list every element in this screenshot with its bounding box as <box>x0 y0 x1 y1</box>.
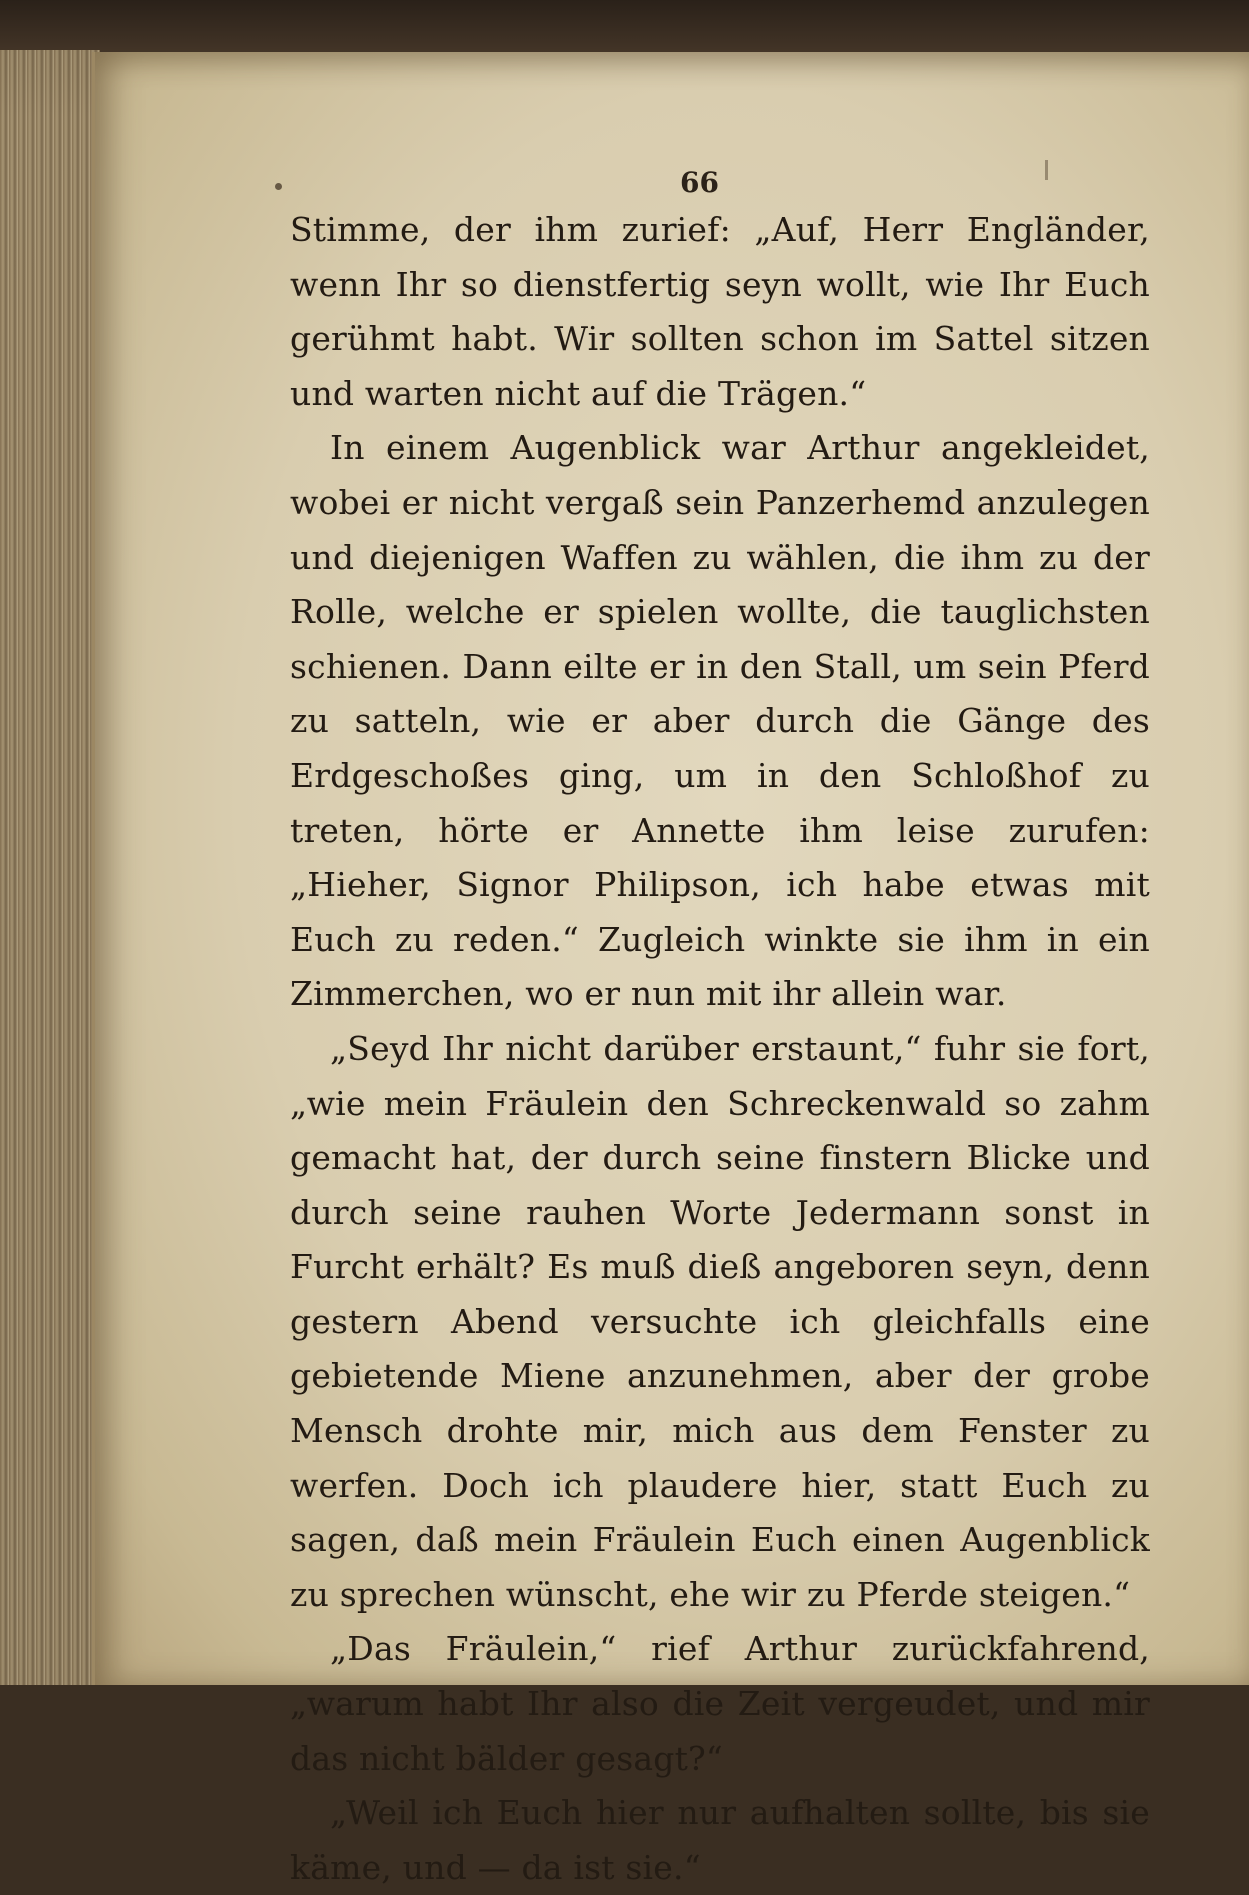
paragraph: Stimme, der ihm zurief: „Auf, Herr Engländer, wenn Ihr so dienstfertig seyn wollt, wie Ihr Euch gerühmt habt. Wir sollten schon im Sattel sitzen und warten nicht auf die Trägen.“ <box>290 210 1150 413</box>
ink-spot <box>275 183 282 190</box>
book-page-edges <box>0 50 100 1685</box>
body-text <box>290 203 1150 1895</box>
page-number: 66 <box>680 166 719 199</box>
paragraph: „Weil ich Euch hier nur aufhalten sollte, bis sie käme, und — da ist sie.“ <box>290 1793 1150 1887</box>
ink-mark <box>1045 160 1048 180</box>
paragraph: „Seyd Ihr nicht darüber erstaunt,“ fuhr sie fort, „wie mein Fräulein den Schreckenwald so zahm gemacht hat, der durch seine finstern Blicke und durch seine rauhen Worte Jedermann sonst in Furcht erhält? Es muß dieß angeboren seyn, denn gestern Abend versuchte ich gleichfalls eine gebietende Miene anzunehmen, aber der grobe Mensch drohte mir, mich aus dem Fenster zu werfen. Doch ich plaudere hier, statt Euch zu sagen, daß mein Fräulein Euch einen Augenblick zu sprechen wünscht, ehe wir zu Pferde steigen.“ <box>290 1028 1150 1614</box>
paragraph: In einem Augenblick war Arthur angekleidet, wobei er nicht vergaß sein Panzerhemd anzulegen und diejenigen Waffen zu wählen, die ihm zu der Rolle, welche er spielen wollte, die tauglichsten schienen. Dann eilte er in den Stall, um sein Pferd zu satteln, wie er aber durch die Gänge des Erdgeschoßes ging, um in den Schloßhof zu treten, hörte er Annette ihm leise zurufen: „Hieher, Signor Philipson, ich habe etwas mit Euch zu reden.“ Zugleich winkte sie ihm in ein Zimmerchen, wo er nun mit ihr allein war. <box>290 428 1150 1014</box>
paragraph: „Das Fräulein,“ rief Arthur zurückfahrend, „warum habt Ihr also die Zeit vergeudet, und mir das nicht bälder gesagt?“ <box>290 1629 1150 1778</box>
